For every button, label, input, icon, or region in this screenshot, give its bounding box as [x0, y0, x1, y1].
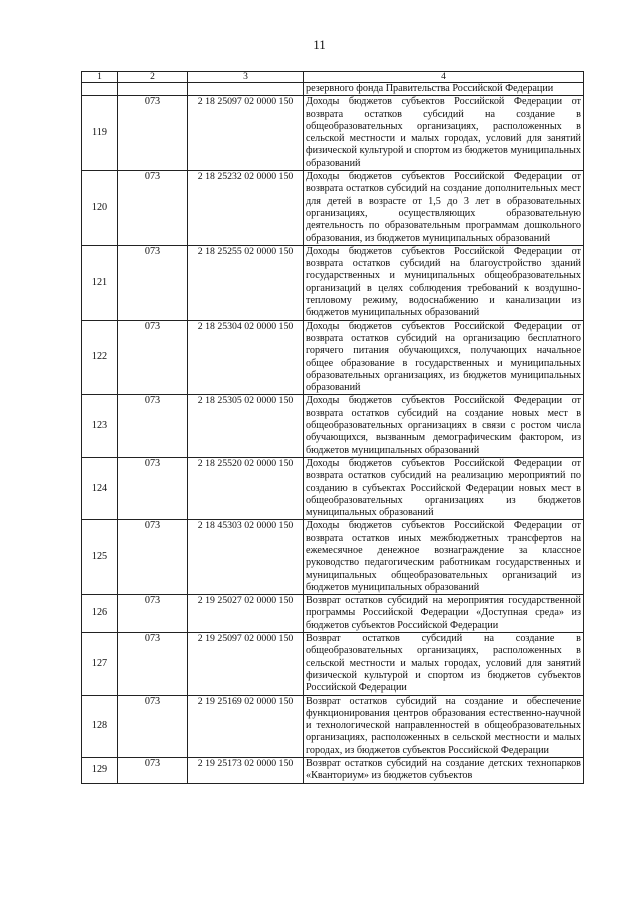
header-col-4: 4: [304, 72, 584, 83]
continuation-kbk-cell: [188, 83, 304, 96]
continuation-text: резервного фонда Правительства Российской Федерации: [304, 83, 584, 96]
table-row: [82, 320, 584, 395]
admin-code: 073: [118, 595, 188, 633]
budget-class-code: 2 18 25304 02 0000 150: [188, 320, 304, 395]
page-number: 11: [313, 37, 326, 52]
table-row: [82, 633, 584, 695]
header-col-1: 1: [82, 72, 118, 83]
budget-class-code: 2 18 45303 02 0000 150: [188, 520, 304, 595]
budget-class-code: 2 18 25097 02 0000 150: [188, 96, 304, 171]
budget-class-code: 2 18 25305 02 0000 150: [188, 395, 304, 457]
table-row: [82, 520, 584, 595]
continuation-row: [82, 83, 584, 96]
table-row: [82, 96, 584, 171]
revenue-description: Доходы бюджетов субъектов Российской Федерации от возврата остатков субсидий на благоустройство зданий государственных и муниципальных общеобразовательных организаций в целях соблюдения требований к воздушно-тепловому режиму, водоснабжению и канализации из бюджетов муниципальных образований: [304, 245, 584, 320]
revenue-description: Доходы бюджетов субъектов Российской Федерации от возврата остатков субсидий на реализацию мероприятий по созданию в субъектах Российской Федерации новых мест в общеобразовательных организациях из бюджетов муниципальных образований: [304, 457, 584, 519]
header-col-2: 2: [118, 72, 188, 83]
revenue-description: Возврат остатков субсидий на мероприятия государственной программы Российской Федерации «Доступная среда» из бюджетов субъектов Российской Федерации: [304, 595, 584, 633]
revenue-description: Доходы бюджетов субъектов Российской Федерации от возврата остатков субсидий на организацию бесплатного горячего питания обучающихся, получающих начальное общее образование в государственных и муниципальных образовательных организациях, из бюджетов муниципальных образований: [304, 320, 584, 395]
table-row: [82, 595, 584, 633]
table-row: [82, 758, 584, 784]
budget-class-code: 2 18 25520 02 0000 150: [188, 457, 304, 519]
row-number: 125: [82, 520, 118, 595]
budget-class-code: 2 19 25097 02 0000 150: [188, 633, 304, 695]
admin-code: 073: [118, 695, 188, 757]
revenue-description: Возврат остатков субсидий на создание и обеспечение функционирования центров образования естественно-научной и технологической направленностей в общеобразовательных организациях, расположенных в сельской местности и малых городах, из бюджетов субъектов Российской Федерации: [304, 695, 584, 757]
row-number: 120: [82, 171, 118, 246]
table-header-row: [82, 72, 584, 83]
budget-class-code: 2 18 25232 02 0000 150: [188, 171, 304, 246]
row-number: 124: [82, 457, 118, 519]
admin-code: 073: [118, 171, 188, 246]
admin-code: 073: [118, 633, 188, 695]
admin-code: 073: [118, 320, 188, 395]
admin-code: 073: [118, 457, 188, 519]
budget-class-code: 2 18 25255 02 0000 150: [188, 245, 304, 320]
row-number: 127: [82, 633, 118, 695]
admin-code: 073: [118, 758, 188, 784]
revenue-description: Доходы бюджетов субъектов Российской Федерации от возврата остатков иных межбюджетных трансфертов на ежемесячное денежное вознаграждение за классное руководство педагогическим работникам государственных и муниципальных общеобразовательных организаций из бюджетов муниципальных образований: [304, 520, 584, 595]
row-number: 121: [82, 245, 118, 320]
revenue-description: Возврат остатков субсидий на создание в общеобразовательных организациях, расположенных в сельской местности и малых городах, условий для занятий физической культурой и спортом из бюджетов субъектов Российской Федерации: [304, 633, 584, 695]
revenue-description: Возврат остатков субсидий на создание детских технопарков «Кванториум» из бюджетов субъектов: [304, 758, 584, 784]
row-number: 126: [82, 595, 118, 633]
continuation-code-cell: [118, 83, 188, 96]
table-row: [82, 695, 584, 757]
budget-class-code: 2 19 25027 02 0000 150: [188, 595, 304, 633]
row-number: 129: [82, 758, 118, 784]
admin-code: 073: [118, 245, 188, 320]
table-row: [82, 245, 584, 320]
admin-code: 073: [118, 96, 188, 171]
revenue-description: Доходы бюджетов субъектов Российской Федерации от возврата остатков субсидий на создание дополнительных мест для детей в возрасте от 1,5 до 3 лет в образовательных организациях, осуществляющих образовательную деятельность по образовательным программам дошкольного образования, из бюджетов муниципальных образований: [304, 171, 584, 246]
revenue-description: Доходы бюджетов субъектов Российской Федерации от возврата остатков субсидий на создание в общеобразовательных организациях, расположенных в сельской местности и малых городах, условий для занятий физической культурой и спортом из бюджетов муниципальных образований: [304, 96, 584, 171]
row-number: 123: [82, 395, 118, 457]
row-number: 119: [82, 96, 118, 171]
revenue-description: Доходы бюджетов субъектов Российской Федерации от возврата остатков субсидий на создание новых мест в общеобразовательных организациях в связи с ростом числа обучающихся, вызванным демографическим фактором, из бюджетов муниципальных образований: [304, 395, 584, 457]
continuation-num-cell: [82, 83, 118, 96]
table-row: [82, 395, 584, 457]
budget-class-code: 2 19 25173 02 0000 150: [188, 758, 304, 784]
revenue-codes-table: [81, 71, 584, 784]
row-number: 128: [82, 695, 118, 757]
admin-code: 073: [118, 520, 188, 595]
budget-class-code: 2 19 25169 02 0000 150: [188, 695, 304, 757]
table-row: [82, 171, 584, 246]
header-col-3: 3: [188, 72, 304, 83]
table-row: [82, 457, 584, 519]
admin-code: 073: [118, 395, 188, 457]
row-number: 122: [82, 320, 118, 395]
